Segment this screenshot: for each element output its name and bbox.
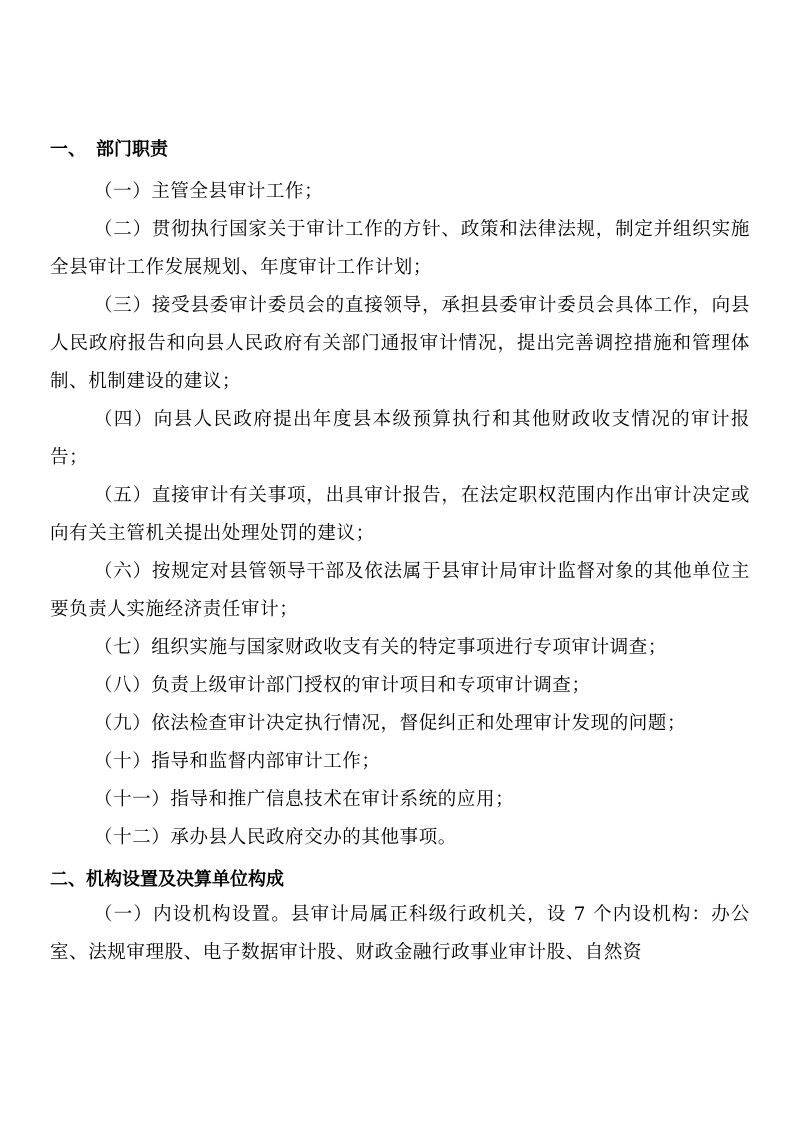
duty-item-8: （八）负责上级审计部门授权的审计项目和专项审计调查；: [94, 675, 591, 696]
duty-item-7: （七）组织实施与国家财政收支有关的特定事项进行专项审计调查；: [94, 637, 668, 658]
section-2-paragraph: （一）内设机构设置。县审计局属正科级行政机关，设 7 个内设机构：办公室、法规审理股、电子数据审计股、财政金融行政事业审计股、自然资: [50, 904, 750, 963]
section-1-number: 一、: [50, 139, 86, 160]
duty-item-9: （九）依法检查审计决定执行情况，督促纠正和处理审计发现的问题；: [94, 713, 687, 734]
section-1-heading: [50, 140, 750, 160]
duty-item-12: （十二）承办县人民政府交办的其他事项。: [94, 827, 457, 848]
duty-item-10: （十）指导和监督内部审计工作；: [94, 751, 381, 772]
duties-list: [50, 173, 750, 857]
duty-item-6: （六）按规定对县管领导干部及依法属于县审计局审计监督对象的其他单位主要负责人实施经济责任审计；: [50, 561, 750, 620]
duty-item-5: （五）直接审计有关事项，出具审计报告，在法定职权范围内作出审计决定或向有关主管机关提出处理处罚的建议；: [50, 485, 750, 544]
duty-item-11: （十一）指导和推广信息技术在审计系统的应用；: [94, 789, 515, 810]
duty-item-4: （四）向县人民政府提出年度县本级预算执行和其他财政收支情况的审计报告；: [50, 409, 750, 468]
section-1-title: 部门职责: [96, 139, 168, 160]
section-2-heading: 二、机构设置及决算单位构成: [50, 869, 284, 890]
duty-item-2: （二）贯彻执行国家关于审计工作的方针、政策和法律法规，制定并组织实施全县审计工作发展规划、年度审计工作计划；: [50, 219, 750, 278]
duty-item-3: （三）接受县委审计委员会的直接领导，承担县委审计委员会具体工作，向县人民政府报告和向县人民政府有关部门通报审计情况，提出完善调控措施和管理体制、机制建设的建议；: [50, 295, 750, 392]
duty-item-1: （一）主管全县审计工作；: [94, 181, 324, 202]
document-page: [50, 138, 750, 972]
